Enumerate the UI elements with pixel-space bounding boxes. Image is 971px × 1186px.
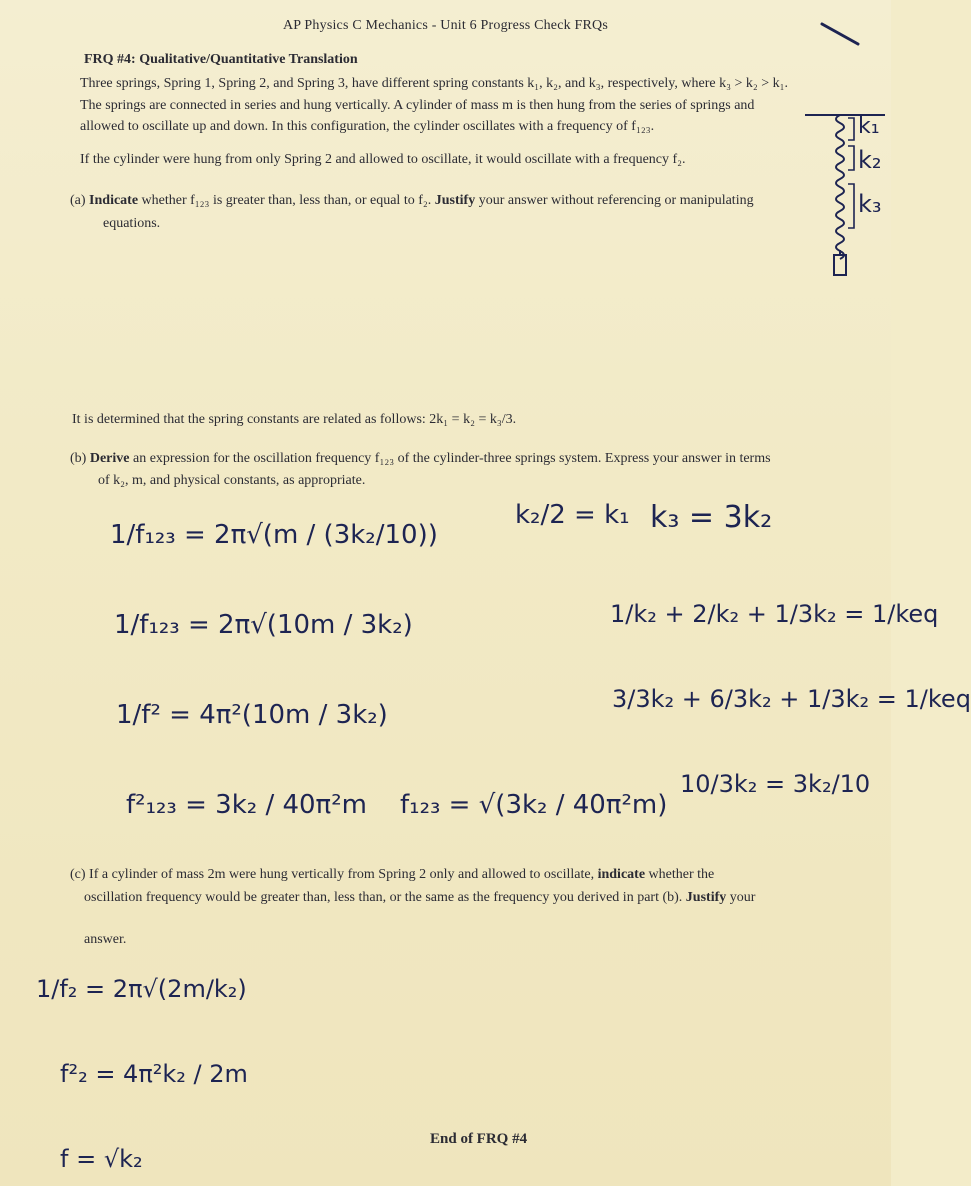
part-c-text-2: oscillation frequency would be greater than, less than, or the same as the frequency you derived in part (b). (84, 890, 683, 905)
frq-title: FRQ #4: Qualitative/Quantitative Translation (84, 52, 358, 67)
work-b-right-2: k₃ = 3k₂ (650, 500, 773, 535)
work-b-right-1: k₂/2 = k₁ (515, 500, 630, 530)
intro-line-4: If the cylinder were hung from only Spring 2 and allowed to oscillate, it would oscillate with a frequency f₂. (80, 152, 686, 167)
part-c-label: (c) (70, 867, 86, 882)
part-a-line-2: equations. (103, 216, 161, 231)
part-c-text-2b: your (729, 890, 756, 905)
work-b-line-5: f₁₂₃ = √(3k₂ / 40π²m) (400, 790, 668, 820)
relation-equation: 2k₁ = k₂ = k₃/3. (429, 412, 517, 427)
part-b-line-2: of k₂, m, and physical constants, as appropriate. (98, 473, 366, 488)
work-c-line-1: 1/f₂ = 2π√(2m/k₂) (36, 975, 247, 1003)
part-c-text: If a cylinder of mass 2m were hung vertically from Spring 2 only and allowed to oscillate, (89, 867, 595, 882)
part-c-indicate: indicate (597, 867, 646, 882)
part-a-text: whether f₁₂₃ is greater than, less than, or equal to f₂. (141, 193, 432, 208)
part-c-justify: Justify (685, 890, 727, 905)
part-a-label: (a) (70, 193, 86, 208)
spring-label-k1: k₁ (858, 114, 880, 139)
part-b-text: an expression for the oscillation frequency f₁₂₃ of the cylinder-three springs system. Express your answer in terms (132, 451, 771, 466)
part-c-text-b: whether the (648, 867, 715, 882)
end-of-frq: End of FRQ #4 (430, 1131, 528, 1147)
intro-line-1: Three springs, Spring 1, Spring 2, and Spring 3, have different spring constants k₁, k₂, and k₃, respectively, where k₃ > k₂ > k₁. (80, 76, 789, 91)
part-b-question (70, 449, 771, 469)
part-a-indicate: Indicate (89, 193, 139, 208)
work-b-right-4: 3/3k₂ + 6/3k₂ + 1/3k₂ = 1/keq (612, 685, 971, 713)
work-b-line-3: 1/f² = 4π²(10m / 3k₂) (116, 700, 388, 730)
part-c-line-2 (84, 888, 755, 908)
spring-label-k3: k₃ (858, 190, 882, 218)
part-a-text-b: your answer without referencing or manipulating (478, 193, 754, 208)
work-b-right-3: 1/k₂ + 2/k₂ + 1/3k₂ = 1/keq (610, 600, 939, 628)
intro-line-3: allowed to oscillate up and down. In this configuration, the cylinder oscillates with a frequency of f₁₂₃. (80, 119, 655, 134)
work-c-line-2: f²₂ = 4π²k₂ / 2m (60, 1060, 248, 1088)
part-c-line-3: answer. (84, 932, 127, 947)
relation-statement (72, 410, 516, 430)
part-b-derive: Derive (89, 451, 130, 466)
work-b-line-2: 1/f₁₂₃ = 2π√(10m / 3k₂) (114, 610, 413, 640)
intro-line-2: The springs are connected in series and hung vertically. A cylinder of mass m is then hung from the series of springs and (80, 98, 755, 113)
work-b-right-5: 10/3k₂ = 3k₂/10 (680, 770, 871, 798)
part-a-question (70, 191, 754, 211)
part-c-question (70, 865, 714, 885)
work-b-line-1: 1/f₁₂₃ = 2π√(m / (3k₂/10)) (110, 520, 438, 550)
part-b-label: (b) (70, 451, 87, 466)
worksheet-header: AP Physics C Mechanics - Unit 6 Progress Check FRQs (282, 18, 609, 33)
work-c-line-3: f = √k₂ (60, 1145, 143, 1173)
work-b-line-4: f²₁₂₃ = 3k₂ / 40π²m (126, 790, 367, 820)
part-a-justify: Justify (434, 193, 476, 208)
relation-text: It is determined that the spring constants are related as follows: (72, 412, 426, 427)
spring-label-k2: k₂ (858, 146, 882, 174)
